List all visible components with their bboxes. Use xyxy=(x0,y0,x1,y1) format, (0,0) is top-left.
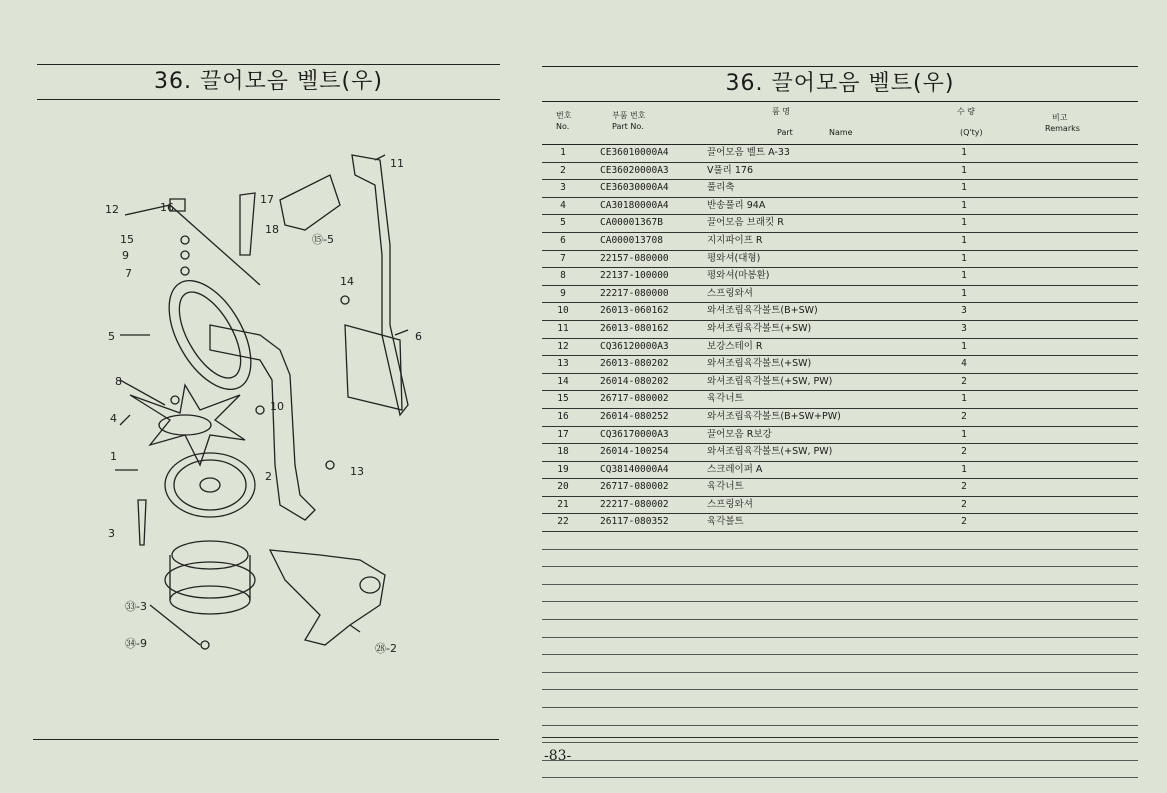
cell-name: 끌어모음 R보강 xyxy=(707,428,772,440)
table-row xyxy=(542,303,1138,321)
cell-remarks xyxy=(1004,339,1138,356)
cell-qty: 1 xyxy=(961,234,967,246)
cell-remarks xyxy=(1004,391,1138,408)
cell-name: 와셔조립육각볼트(+SW) xyxy=(707,322,812,334)
gear-case xyxy=(270,550,385,645)
diagram-title: 36. 끌어모음 벨트(우) xyxy=(37,64,500,100)
cell-qty: 1 xyxy=(961,463,967,475)
cell-name: 스크레이퍼 A xyxy=(707,463,763,475)
cell-no: 4 xyxy=(560,199,566,211)
cell-part-no: 26117-080352 xyxy=(600,516,669,528)
cell-part-no: CE36010000A4 xyxy=(600,147,669,158)
cell-qty: 1 xyxy=(961,182,967,194)
empty-row xyxy=(542,708,1138,726)
cell-name: 반송풀리 94A xyxy=(707,199,766,211)
cell-name: V풀리 176 xyxy=(707,164,754,176)
cell-part-no: 26014-100254 xyxy=(600,446,669,458)
cell-part-no: CA000013708 xyxy=(600,234,663,246)
pulley-shaft xyxy=(138,500,146,545)
table-row xyxy=(542,409,1138,427)
cell-name: 평와셔(대형) xyxy=(707,252,761,264)
cell-remarks xyxy=(1004,427,1138,444)
cell-remarks xyxy=(1004,356,1138,373)
cell-no: 2 xyxy=(560,164,566,176)
cell-part-no: CQ38140000A4 xyxy=(600,463,669,475)
cell-remarks xyxy=(1004,321,1138,338)
cell-part-no: CQ36170000A3 xyxy=(600,428,669,440)
bottom-rule xyxy=(33,739,499,740)
callout-5: 5 xyxy=(108,330,115,343)
cell-no: 8 xyxy=(560,270,566,282)
header-name-en-name: Name xyxy=(829,128,853,137)
table-row xyxy=(542,427,1138,445)
header-qty-ko: 수 량 xyxy=(957,107,975,116)
cell-qty: 1 xyxy=(961,428,967,440)
cell-remarks xyxy=(1004,163,1138,180)
exploded-parts-diagram xyxy=(90,135,510,675)
table-row xyxy=(542,163,1138,181)
cell-remarks xyxy=(1004,497,1138,514)
table-row xyxy=(542,356,1138,374)
cell-name: 풀리축 xyxy=(707,182,735,194)
cell-qty: 3 xyxy=(961,322,967,334)
callout-10: 10 xyxy=(270,400,284,413)
callout-11: 11 xyxy=(390,157,404,170)
empty-row xyxy=(542,726,1138,744)
cell-qty: 2 xyxy=(961,516,967,528)
cell-part-no: 26013-080162 xyxy=(600,322,669,334)
table-row xyxy=(542,374,1138,392)
table-row xyxy=(542,286,1138,304)
cell-remarks xyxy=(1004,409,1138,426)
table-header xyxy=(542,104,1138,145)
cell-name: 보강스테이 R xyxy=(707,340,763,352)
header-part-no-ko: 부품 번호 xyxy=(612,111,646,120)
callout-15: 15 xyxy=(120,233,134,246)
header-qty-en: (Q'ty) xyxy=(960,128,983,137)
cell-part-no: 22217-080000 xyxy=(600,287,669,299)
table-row xyxy=(542,321,1138,339)
callout-13: 13 xyxy=(350,465,364,478)
cell-part-no: CE36030000A4 xyxy=(600,182,669,194)
cell-name: 끌어모음 브래킷 R xyxy=(707,217,784,229)
cell-part-no: CA00001367B xyxy=(600,217,663,229)
cell-qty: 2 xyxy=(961,375,967,387)
empty-row xyxy=(542,532,1138,550)
cell-part-no: CQ36120000A3 xyxy=(600,340,669,352)
v-pulley xyxy=(165,453,255,517)
cell-remarks xyxy=(1004,251,1138,268)
reinforce-r xyxy=(240,193,255,255)
support-pipe xyxy=(352,155,408,415)
cell-no: 12 xyxy=(557,340,569,352)
cell-no: 19 xyxy=(557,463,569,475)
cell-part-no: CE36020000A3 xyxy=(600,164,669,176)
cell-no: 17 xyxy=(557,428,569,440)
circled-callout: ㉝-3 xyxy=(125,600,147,613)
cell-part-no: 22217-080002 xyxy=(600,498,669,510)
callout-8: 8 xyxy=(115,375,122,388)
bracket-plate xyxy=(345,325,402,410)
parts-table xyxy=(542,104,1138,778)
cell-qty: 1 xyxy=(961,164,967,176)
cell-remarks xyxy=(1004,286,1138,303)
parts-list-title: 36. 끌어모음 벨트(우) xyxy=(542,66,1138,102)
cell-qty: 1 xyxy=(961,287,967,299)
cell-qty: 2 xyxy=(961,446,967,458)
bottom-rule xyxy=(542,737,1138,738)
cell-no: 22 xyxy=(557,516,569,528)
table-row xyxy=(542,479,1138,497)
scraper xyxy=(280,175,340,230)
empty-row xyxy=(542,690,1138,708)
cell-part-no: 26717-080002 xyxy=(600,481,669,493)
cell-remarks xyxy=(1004,514,1138,531)
empty-row xyxy=(542,585,1138,603)
cell-remarks xyxy=(1004,462,1138,479)
table-row xyxy=(542,462,1138,480)
header-no-ko: 번호 xyxy=(556,111,572,120)
header-remarks-ko: 비고 xyxy=(1052,113,1068,122)
cell-no: 21 xyxy=(557,498,569,510)
table-row xyxy=(542,233,1138,251)
cell-part-no: 22137-100000 xyxy=(600,270,669,282)
cell-remarks xyxy=(1004,268,1138,285)
transport-pulley xyxy=(130,385,245,465)
cell-qty: 1 xyxy=(961,199,967,211)
callout-1: 1 xyxy=(110,450,117,463)
empty-row xyxy=(542,761,1138,779)
empty-row xyxy=(542,550,1138,568)
cell-remarks xyxy=(1004,479,1138,496)
empty-row xyxy=(542,743,1138,761)
cell-name: 육각너트 xyxy=(707,481,744,493)
cell-name: 평와셔(마봉환) xyxy=(707,270,770,282)
callout-6: 6 xyxy=(415,330,422,343)
cell-qty: 1 xyxy=(961,270,967,282)
empty-row xyxy=(542,602,1138,620)
cell-qty: 1 xyxy=(961,147,967,158)
callout-17: 17 xyxy=(260,193,274,206)
cell-name: 끌어모음 벨트 A-33 xyxy=(707,147,790,158)
callout-4: 4 xyxy=(110,412,117,425)
reinforce-stay xyxy=(170,205,260,285)
frame-arm xyxy=(210,325,315,520)
cell-remarks xyxy=(1004,303,1138,320)
cell-no: 13 xyxy=(557,358,569,370)
callout-16: 16 xyxy=(160,201,174,214)
cell-no: 15 xyxy=(557,393,569,405)
cell-qty: 2 xyxy=(961,481,967,493)
cell-no: 3 xyxy=(560,182,566,194)
cell-name: 와셔조립육각볼트(+SW) xyxy=(707,358,812,370)
cell-qty: 1 xyxy=(961,217,967,229)
cell-part-no: 26014-080252 xyxy=(600,410,669,422)
right-page xyxy=(530,0,1167,793)
cell-name: 와셔조립육각볼트(B+SW) xyxy=(707,305,818,317)
cell-no: 7 xyxy=(560,252,566,264)
table-row xyxy=(542,339,1138,357)
cell-no: 11 xyxy=(557,322,569,334)
empty-row xyxy=(542,620,1138,638)
circled-callout: ⑮-5 xyxy=(312,233,334,246)
cell-no: 18 xyxy=(557,446,569,458)
cell-part-no: 26014-080202 xyxy=(600,375,669,387)
cell-no: 5 xyxy=(560,217,566,229)
cell-remarks xyxy=(1004,198,1138,215)
callout-7: 7 xyxy=(125,267,132,280)
empty-row xyxy=(542,638,1138,656)
header-no-en: No. xyxy=(556,122,570,131)
table-row xyxy=(542,497,1138,515)
cell-no: 14 xyxy=(557,375,569,387)
circled-callout: ㉘-2 xyxy=(375,642,397,655)
circled-callout: ㉞-9 xyxy=(125,637,147,650)
table-row xyxy=(542,444,1138,462)
callout-18: 18 xyxy=(265,223,279,236)
empty-row xyxy=(542,655,1138,673)
cell-no: 10 xyxy=(557,305,569,317)
cell-no: 16 xyxy=(557,410,569,422)
cell-part-no: CA30180000A4 xyxy=(600,199,669,211)
cell-remarks xyxy=(1004,444,1138,461)
table-row xyxy=(542,180,1138,198)
table-row xyxy=(542,391,1138,409)
cell-no: 9 xyxy=(560,287,566,299)
cell-qty: 1 xyxy=(961,340,967,352)
cell-remarks xyxy=(1004,145,1138,162)
cell-remarks xyxy=(1004,233,1138,250)
callout-14: 14 xyxy=(340,275,354,288)
cell-name: 육각볼트 xyxy=(707,516,744,528)
header-name-en-part: Part xyxy=(777,128,793,137)
cell-no: 1 xyxy=(560,147,566,158)
left-page xyxy=(0,0,520,793)
table-row xyxy=(542,268,1138,286)
table-body xyxy=(542,145,1138,778)
cell-name: 스프링와셔 xyxy=(707,498,753,510)
cell-no: 20 xyxy=(557,481,569,493)
cell-name: 와셔조립육각볼트(B+SW+PW) xyxy=(707,410,841,422)
cell-qty: 4 xyxy=(961,358,967,370)
cell-part-no: 26013-080202 xyxy=(600,358,669,370)
cell-qty: 3 xyxy=(961,305,967,317)
cell-qty: 2 xyxy=(961,410,967,422)
cell-name: 스프링와셔 xyxy=(707,287,753,299)
callout-12: 12 xyxy=(105,203,119,216)
header-part-no-en: Part No. xyxy=(612,122,644,131)
table-row xyxy=(542,251,1138,269)
cell-remarks xyxy=(1004,215,1138,232)
header-remarks-en: Remarks xyxy=(1045,124,1080,133)
callout-3: 3 xyxy=(108,527,115,540)
cell-part-no: 22157-080000 xyxy=(600,252,669,264)
cell-part-no: 26013-060162 xyxy=(600,305,669,317)
cell-qty: 1 xyxy=(961,393,967,405)
callout-2: 2 xyxy=(265,470,272,483)
table-row xyxy=(542,514,1138,532)
cell-remarks xyxy=(1004,374,1138,391)
cell-qty: 1 xyxy=(961,252,967,264)
table-row xyxy=(542,215,1138,233)
header-name-ko: 품 명 xyxy=(772,107,790,116)
cell-part-no: 26717-080002 xyxy=(600,393,669,405)
cell-no: 6 xyxy=(560,234,566,246)
cell-qty: 2 xyxy=(961,498,967,510)
empty-row xyxy=(542,673,1138,691)
cell-name: 육각너트 xyxy=(707,393,744,405)
table-row xyxy=(542,198,1138,216)
cell-remarks xyxy=(1004,180,1138,197)
page-number: -83- xyxy=(544,748,572,764)
table-row xyxy=(542,145,1138,163)
cell-name: 와셔조립육각볼트(+SW, PW) xyxy=(707,375,833,387)
empty-row xyxy=(542,567,1138,585)
cell-name: 지지파이프 R xyxy=(707,234,763,246)
callout-9: 9 xyxy=(122,249,129,262)
cell-name: 와셔조립육각볼트(+SW, PW) xyxy=(707,446,833,458)
